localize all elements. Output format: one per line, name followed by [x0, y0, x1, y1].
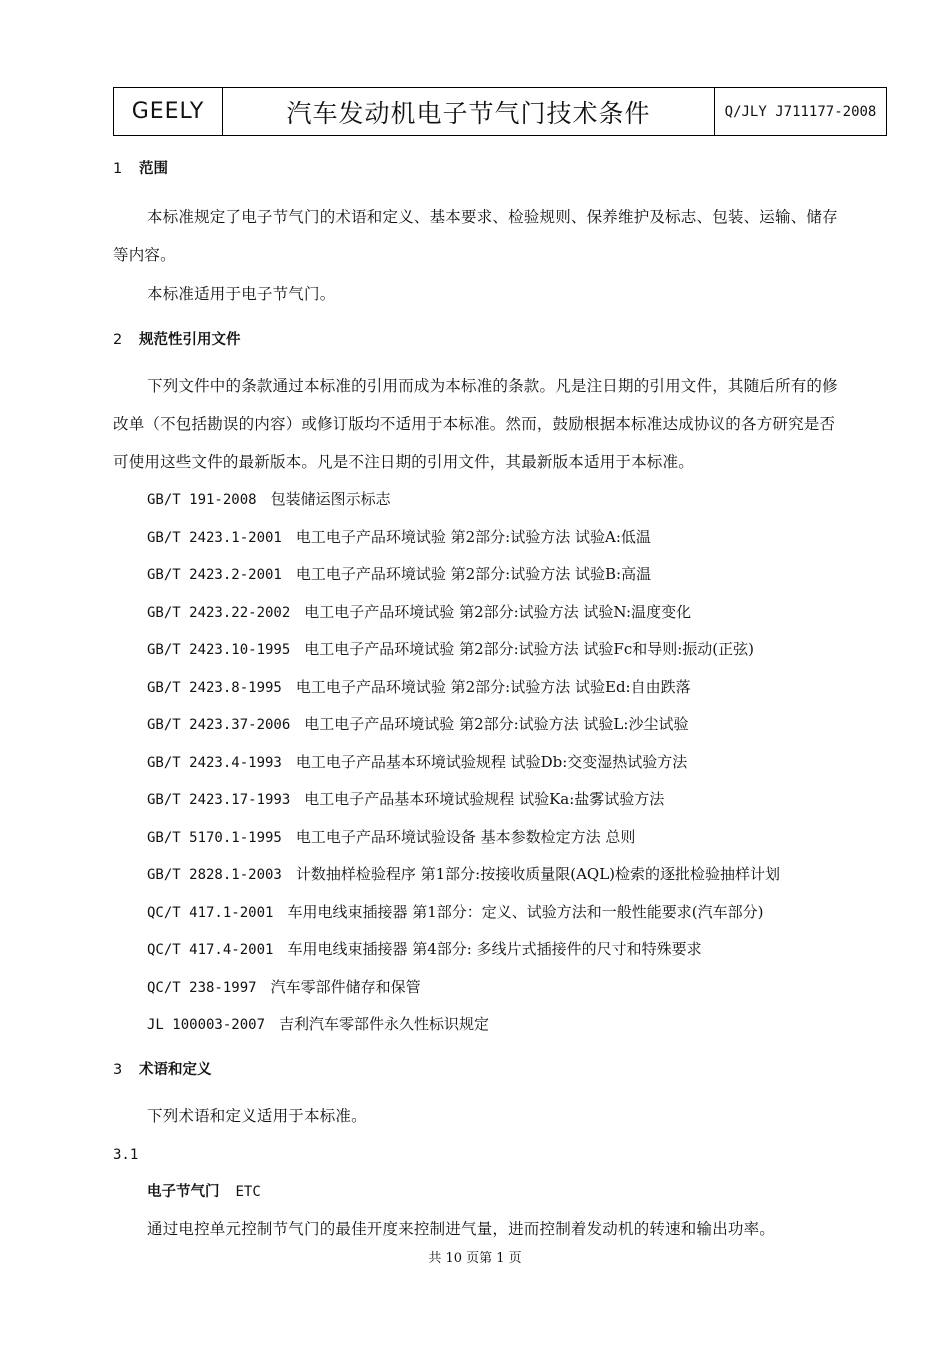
section-2-heading — [113, 330, 241, 350]
reference-code: QC/T 238-1997 — [147, 980, 257, 996]
reference-title: 电工电子产品环境试验 第2部分:试验方法 试验N:温度变化 — [304, 603, 692, 621]
reference-title: 车用电线束插接器 第4部分: 多线片式插接件的尺寸和特殊要求 — [287, 940, 702, 958]
reference-item — [147, 489, 391, 510]
reference-title: 电工电子产品环境试验 第2部分:试验方法 试验Ed:自由跌落 — [295, 678, 691, 696]
reference-code: GB/T 2423.22-2002 — [147, 605, 291, 621]
reference-title: 吉利汽车零部件永久性标识规定 — [279, 1015, 490, 1033]
reference-title: 电工电子产品基本环境试验规程 试验Ka:盐雾试验方法 — [304, 790, 665, 808]
reference-code: GB/T 2423.4-1993 — [147, 755, 282, 771]
term-name: 电子节气门 — [147, 1184, 220, 1200]
reference-code: GB/T 2423.37-2006 — [147, 717, 291, 733]
reference-title: 包装储运图示标志 — [270, 490, 391, 508]
reference-code: GB/T 2423.2-2001 — [147, 567, 282, 583]
reference-item — [147, 902, 763, 923]
paragraph-line: 本标准规定了电子节气门的术语和定义、基本要求、检验规则、保养维护及标志、包装、运输、储存 — [147, 208, 838, 226]
reference-title: 电工电子产品环境试验 第2部分:试验方法 试验L:沙尘试验 — [304, 715, 689, 733]
reference-code: GB/T 2423.1-2001 — [147, 530, 282, 546]
section-title: 范围 — [139, 161, 168, 177]
paragraph-line: 等内容。 — [113, 246, 176, 264]
subsection-number: 3.1 — [113, 1147, 139, 1163]
reference-item — [147, 864, 780, 885]
term-heading — [147, 1182, 261, 1202]
document-header — [113, 87, 887, 136]
reference-title: 电工电子产品环境试验 第2部分:试验方法 试验Fc和导则:振动(正弦) — [304, 640, 754, 658]
reference-code: GB/T 2828.1-2003 — [147, 867, 282, 883]
paragraph-line: 下列术语和定义适用于本标准。 — [147, 1107, 367, 1125]
page-footer: 共 10 页第 1 页 — [428, 1251, 522, 1266]
reference-item — [147, 789, 664, 810]
paragraph-line: 本标准适用于电子节气门。 — [147, 285, 336, 303]
reference-item — [147, 752, 687, 773]
reference-item — [147, 677, 691, 698]
reference-item — [147, 714, 688, 735]
reference-code: GB/T 5170.1-1995 — [147, 830, 282, 846]
reference-item — [147, 527, 651, 548]
reference-item — [147, 564, 651, 585]
standard-code: Q/JLY J711177-2008 — [724, 103, 877, 120]
reference-title: 汽车零部件储存和保管 — [270, 978, 421, 996]
reference-code: QC/T 417.1-2001 — [147, 905, 274, 921]
reference-code: GB/T 2423.17-1993 — [147, 792, 291, 808]
section-title: 术语和定义 — [139, 1062, 212, 1078]
paragraph-line: 可使用这些文件的最新版本。凡是不注日期的引用文件，其最新版本适用于本标准。 — [113, 453, 694, 471]
reference-code: GB/T 2423.10-1995 — [147, 642, 291, 658]
paragraph-line: 改单（不包括勘误的内容）或修订版均不适用于本标准。然而，鼓励根据本标准达成协议的各方研究是否 — [113, 415, 836, 433]
reference-title: 电工电子产品环境试验 第2部分:试验方法 试验B:高温 — [295, 565, 652, 583]
reference-title: 车用电线束插接器 第1部分：定义、试验方法和一般性能要求(汽车部分) — [287, 903, 764, 921]
reference-title: 电工电子产品环境试验 第2部分:试验方法 试验A:低温 — [295, 528, 651, 546]
brand-name: GEELY — [114, 88, 223, 135]
reference-title: 电工电子产品环境试验设备 基本参数检定方法 总则 — [295, 828, 636, 846]
reference-code: GB/T 191-2008 — [147, 492, 257, 508]
term-definition: 通过电控单元控制节气门的最佳开度来控制进气量，进而控制着发动机的转速和输出功率。 — [147, 1220, 776, 1238]
reference-item — [147, 1014, 489, 1035]
term-english: ETC — [235, 1184, 261, 1200]
section-title: 规范性引用文件 — [139, 332, 241, 348]
section-3-heading — [113, 1060, 212, 1080]
document-title: 汽车发动机电子节气门技术条件 — [223, 88, 715, 135]
section-1-heading — [113, 159, 168, 179]
reference-item — [147, 639, 754, 660]
section-number: 1 — [113, 161, 123, 177]
paragraph-line: 下列文件中的条款通过本标准的引用而成为本标准的条款。凡是注日期的引用文件，其随后所有的修 — [147, 377, 838, 395]
reference-item — [147, 939, 702, 960]
reference-code: QC/T 417.4-2001 — [147, 942, 274, 958]
reference-code: JL 100003-2007 — [147, 1017, 266, 1033]
reference-title: 计数抽样检验程序 第1部分:按接收质量限(AQL)检索的逐批检验抽样计划 — [295, 865, 781, 883]
reference-item — [147, 602, 691, 623]
reference-title: 电工电子产品基本环境试验规程 试验Db:交变湿热试验方法 — [295, 753, 688, 771]
reference-item — [147, 827, 635, 848]
reference-code: GB/T 2423.8-1995 — [147, 680, 282, 696]
section-number: 2 — [113, 332, 123, 348]
reference-item — [147, 977, 421, 998]
section-number: 3 — [113, 1062, 123, 1078]
